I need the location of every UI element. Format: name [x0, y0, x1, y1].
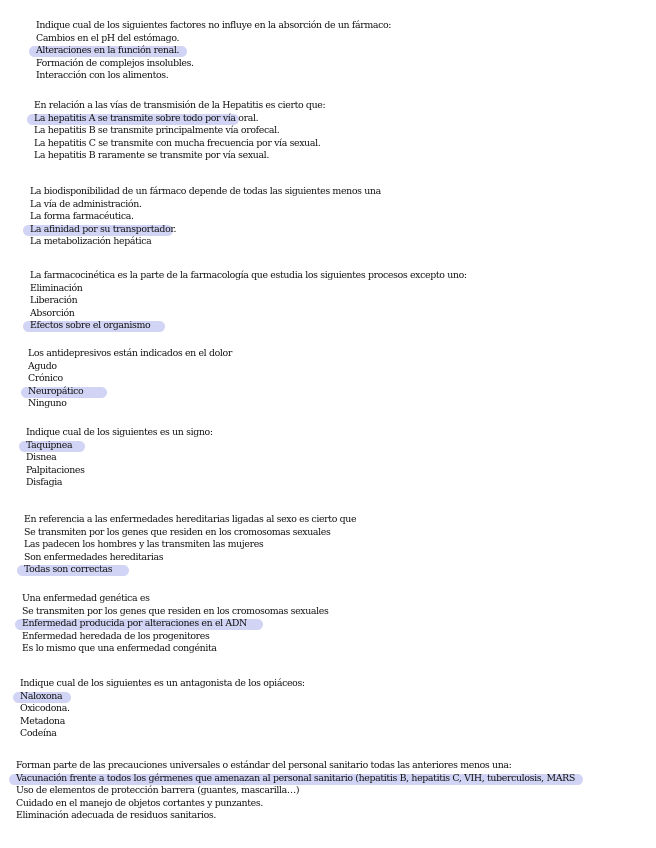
option-line-answer: Neuropático [28, 386, 232, 399]
option-line: Enfermedad heredada de los progenitores [22, 630, 210, 642]
option-line: Ninguno [28, 398, 67, 410]
option-line-answer: Todas son correctas [24, 564, 356, 577]
option-line: La metabolización hepática [30, 236, 152, 248]
question-block [28, 348, 232, 411]
question-text: La farmacocinética es la parte de la farmacología que estudia los siguientes procesos excepto uno: [30, 270, 467, 281]
question-block [24, 514, 356, 577]
option-line: Disnea [26, 452, 57, 464]
question-block [22, 593, 328, 656]
option-line: La forma farmacéutica. [30, 211, 134, 223]
option-line: Oxicodona. [20, 703, 70, 715]
option-line: Absorción [30, 307, 75, 319]
option-line: Codeína [20, 728, 57, 740]
option-line: Cambios en el pH del estómago. [36, 32, 180, 44]
question-block [36, 20, 391, 83]
option-line: Son enfermedades hereditarias [24, 551, 164, 563]
question-text: En relación a las vías de transmisión de la Hepatitis es cierto que: [34, 100, 326, 111]
question-text: Una enfermedad genética es [22, 593, 150, 604]
option-line-answer: La afinidad por su transportador. [30, 224, 381, 237]
option-line-answer: Enfermedad producida por alteraciones en el ADN [22, 618, 328, 631]
option-line: Interacción con los alimentos. [36, 70, 169, 82]
option-line-answer: La hepatitis A se transmite sobre todo por vía oral. [34, 113, 325, 126]
question-text: En referencia a las enfermedades hereditarias ligadas al sexo es cierto que [24, 514, 357, 525]
option-line-answer: Efectos sobre el organismo [30, 320, 467, 333]
question-text: Indique cual de los siguientes es un signo: [26, 427, 213, 438]
question-block [26, 427, 213, 490]
option-line-answer: Taquipnea [26, 440, 213, 453]
option-line: La hepatitis B se transmite principalmente vía orofecal. [34, 125, 280, 137]
option-line: Palpitaciones [26, 464, 85, 476]
option-line: Uso de elementos de protección barrera (guantes, mascarilla…) [16, 785, 300, 797]
option-line: Es lo mismo que una enfermedad congénita [22, 643, 217, 655]
option-line: Disfagia [26, 477, 63, 489]
option-line: La hepatitis C se transmite con mucha frecuencia por vía sexual. [34, 137, 321, 149]
question-text: La biodisponibilidad de un fármaco depende de todas las siguientes menos una [30, 186, 381, 197]
question-text: Forman parte de las precauciones universales o estándar del personal sanitario todas las anteriores menos una: [16, 760, 512, 771]
option-line-answer: Alteraciones en la función renal. [36, 45, 391, 58]
option-line: Agudo [28, 360, 57, 372]
option-line: La vía de administración. [30, 198, 142, 210]
option-line-answer: Naloxona [20, 691, 305, 704]
option-line: Cuidado en el manejo de objetos cortantes y punzantes. [16, 797, 263, 809]
option-line: Formación de complejos insolubles. [36, 57, 194, 69]
option-line: Las padecen los hombres y las transmiten las mujeres [24, 539, 264, 551]
question-text: Indique cual de los siguientes factores no influye en la absorción de un fármaco: [36, 20, 392, 31]
option-line: Eliminación adecuada de residuos sanitarios. [16, 810, 217, 822]
option-line-answer: Vacunación frente a todos los gérmenes que amenazan al personal sanitario (hepatitis B, hepatitis C, VIH, tuberculosis, MARS [16, 773, 575, 786]
question-block [30, 186, 381, 249]
option-line: Metadona [20, 715, 65, 727]
option-line: Se transmiten por los genes que residen en los cromosomas sexuales [24, 526, 331, 538]
question-text: Los antidepresivos están indicados en el dolor [28, 348, 232, 359]
question-block [20, 678, 305, 741]
question-block [34, 100, 325, 163]
option-line: Se transmiten por los genes que residen en los cromosomas sexuales [22, 605, 329, 617]
question-text: Indique cual de los siguientes es un antagonista de los opiáceos: [20, 678, 305, 689]
option-line: La hepatitis B raramente se transmite por vía sexual. [34, 150, 269, 162]
option-line: Liberación [30, 295, 78, 307]
option-line: Crónico [28, 373, 63, 385]
option-line: Eliminación [30, 282, 83, 294]
question-block [30, 270, 467, 333]
question-block [16, 760, 575, 823]
